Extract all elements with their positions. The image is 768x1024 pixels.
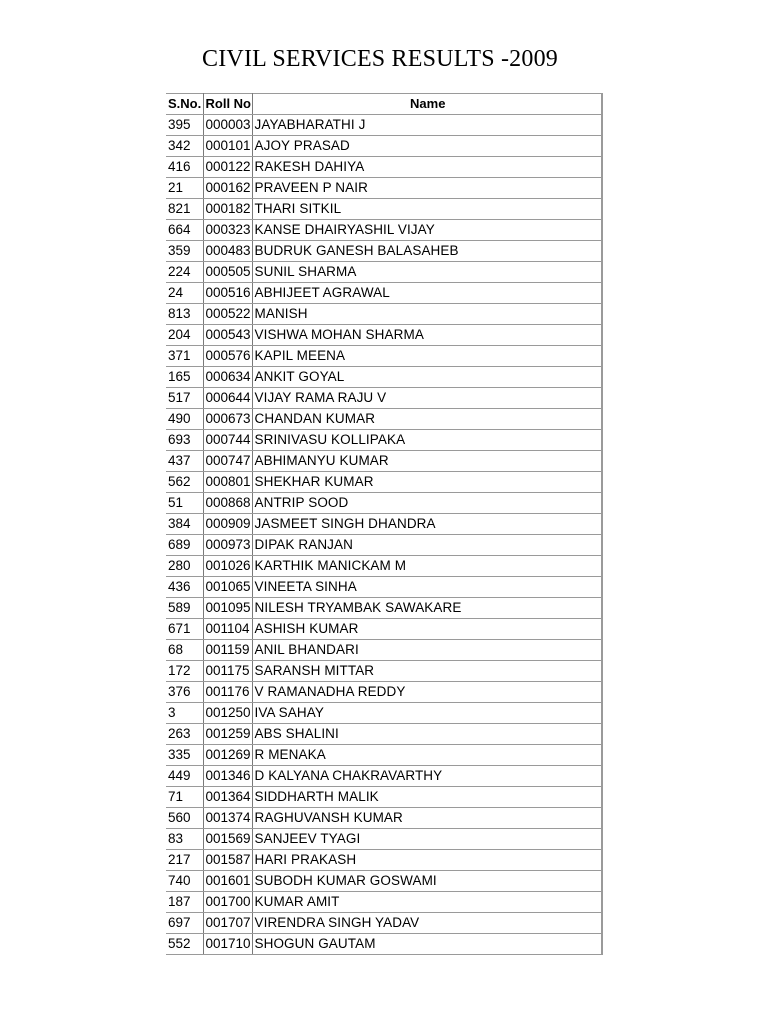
table-row <box>166 682 602 703</box>
name-cell: VINEETA SINHA <box>252 577 602 598</box>
table-row <box>166 157 602 178</box>
table-row <box>166 283 602 304</box>
roll-no-cell: 000973 <box>203 535 252 556</box>
table-row <box>166 472 602 493</box>
roll-no-cell: 000162 <box>203 178 252 199</box>
name-cell: IVA SAHAY <box>252 703 602 724</box>
name-cell: NILESH TRYAMBAK SAWAKARE <box>252 598 602 619</box>
name-cell: SHEKHAR KUMAR <box>252 472 602 493</box>
sno-cell: 83 <box>166 829 203 850</box>
sno-cell: 224 <box>166 262 203 283</box>
sno-cell: 693 <box>166 430 203 451</box>
name-cell: DIPAK RANJAN <box>252 535 602 556</box>
table-row <box>166 178 602 199</box>
name-cell: ANTRIP SOOD <box>252 493 602 514</box>
name-cell: VISHWA MOHAN SHARMA <box>252 325 602 346</box>
name-cell: D KALYANA CHAKRAVARTHY <box>252 766 602 787</box>
name-cell: RAKESH DAHIYA <box>252 157 602 178</box>
roll-no-cell: 000182 <box>203 199 252 220</box>
sno-cell: 740 <box>166 871 203 892</box>
table-row <box>166 430 602 451</box>
sno-cell: 449 <box>166 766 203 787</box>
roll-no-cell: 001095 <box>203 598 252 619</box>
table-row <box>166 640 602 661</box>
roll-no-cell: 000673 <box>203 409 252 430</box>
name-column-header: Name <box>252 94 602 115</box>
roll-no-cell: 001700 <box>203 892 252 913</box>
name-cell: KARTHIK MANICKAM M <box>252 556 602 577</box>
sno-cell: 376 <box>166 682 203 703</box>
roll-no-cell: 001601 <box>203 871 252 892</box>
sno-cell: 172 <box>166 661 203 682</box>
sno-cell: 589 <box>166 598 203 619</box>
sno-cell: 68 <box>166 640 203 661</box>
name-cell: ABHIJEET AGRAWAL <box>252 283 602 304</box>
roll-no-cell: 000747 <box>203 451 252 472</box>
sno-cell: 187 <box>166 892 203 913</box>
name-cell: KUMAR AMIT <box>252 892 602 913</box>
roll-no-cell: 001026 <box>203 556 252 577</box>
table-row <box>166 346 602 367</box>
table-row <box>166 745 602 766</box>
name-cell: ASHISH KUMAR <box>252 619 602 640</box>
name-cell: SUBODH KUMAR GOSWAMI <box>252 871 602 892</box>
table-row <box>166 220 602 241</box>
table-row <box>166 304 602 325</box>
table-row <box>166 934 602 955</box>
table-row <box>166 409 602 430</box>
name-cell: RAGHUVANSH KUMAR <box>252 808 602 829</box>
table-row <box>166 829 602 850</box>
name-cell: ABHIMANYU KUMAR <box>252 451 602 472</box>
name-cell: V RAMANADHA REDDY <box>252 682 602 703</box>
table-header <box>166 94 602 115</box>
sno-cell: 335 <box>166 745 203 766</box>
name-cell: R MENAKA <box>252 745 602 766</box>
sno-cell: 3 <box>166 703 203 724</box>
roll-no-cell: 001346 <box>203 766 252 787</box>
sno-cell: 552 <box>166 934 203 955</box>
table-row <box>166 514 602 535</box>
page-title: CIVIL SERVICES RESULTS -2009 <box>202 46 558 72</box>
roll-no-cell: 000576 <box>203 346 252 367</box>
sno-cell: 821 <box>166 199 203 220</box>
name-cell: ANKIT GOYAL <box>252 367 602 388</box>
table-row <box>166 325 602 346</box>
name-cell: VIJAY RAMA RAJU V <box>252 388 602 409</box>
roll-no-cell: 001175 <box>203 661 252 682</box>
table-row <box>166 850 602 871</box>
roll-no-cell: 000516 <box>203 283 252 304</box>
sno-cell: 384 <box>166 514 203 535</box>
table-row <box>166 619 602 640</box>
name-cell: MANISH <box>252 304 602 325</box>
roll-no-cell: 000483 <box>203 241 252 262</box>
sno-cell: 263 <box>166 724 203 745</box>
sno-cell: 24 <box>166 283 203 304</box>
table-row <box>166 724 602 745</box>
name-cell: ANIL BHANDARI <box>252 640 602 661</box>
roll-no-cell: 000522 <box>203 304 252 325</box>
roll-no-cell: 000744 <box>203 430 252 451</box>
sno-cell: 697 <box>166 913 203 934</box>
results-table <box>166 93 603 955</box>
name-cell: HARI PRAKASH <box>252 850 602 871</box>
table-row <box>166 493 602 514</box>
table-row <box>166 703 602 724</box>
name-cell: SRINIVASU KOLLIPAKA <box>252 430 602 451</box>
roll-no-cell: 001364 <box>203 787 252 808</box>
sno-column-header: S.No. <box>166 94 203 115</box>
table-row <box>166 367 602 388</box>
name-cell: SUNIL SHARMA <box>252 262 602 283</box>
name-cell: SIDDHARTH MALIK <box>252 787 602 808</box>
name-cell: CHANDAN KUMAR <box>252 409 602 430</box>
name-cell: PRAVEEN P NAIR <box>252 178 602 199</box>
sno-cell: 562 <box>166 472 203 493</box>
roll-no-cell: 001587 <box>203 850 252 871</box>
name-cell: SHOGUN GAUTAM <box>252 934 602 955</box>
roll-no-cell: 001259 <box>203 724 252 745</box>
table-row <box>166 892 602 913</box>
sno-cell: 437 <box>166 451 203 472</box>
sno-cell: 165 <box>166 367 203 388</box>
roll-no-cell: 000909 <box>203 514 252 535</box>
roll-no-cell: 001710 <box>203 934 252 955</box>
sno-cell: 204 <box>166 325 203 346</box>
roll-no-cell: 000801 <box>203 472 252 493</box>
table-row <box>166 556 602 577</box>
name-cell: AJOY PRASAD <box>252 136 602 157</box>
sno-cell: 21 <box>166 178 203 199</box>
sno-cell: 671 <box>166 619 203 640</box>
sno-cell: 71 <box>166 787 203 808</box>
roll-no-cell: 000634 <box>203 367 252 388</box>
roll-no-cell: 000003 <box>203 115 252 136</box>
sno-cell: 689 <box>166 535 203 556</box>
sno-cell: 416 <box>166 157 203 178</box>
table-row <box>166 262 602 283</box>
table-row <box>166 808 602 829</box>
table-row <box>166 388 602 409</box>
sno-cell: 280 <box>166 556 203 577</box>
roll-no-cell: 000323 <box>203 220 252 241</box>
sno-cell: 664 <box>166 220 203 241</box>
name-cell: BUDRUK GANESH BALASAHEB <box>252 241 602 262</box>
roll-no-cell: 000101 <box>203 136 252 157</box>
roll-no-cell: 001250 <box>203 703 252 724</box>
roll-no-cell: 000543 <box>203 325 252 346</box>
sno-cell: 371 <box>166 346 203 367</box>
name-cell: VIRENDRA SINGH YADAV <box>252 913 602 934</box>
roll-no-cell: 001707 <box>203 913 252 934</box>
roll-no-cell: 001569 <box>203 829 252 850</box>
table-row <box>166 199 602 220</box>
roll-no-cell: 001104 <box>203 619 252 640</box>
roll-no-cell: 001065 <box>203 577 252 598</box>
name-cell: SARANSH MITTAR <box>252 661 602 682</box>
table-row <box>166 577 602 598</box>
roll-no-cell: 001269 <box>203 745 252 766</box>
sno-cell: 359 <box>166 241 203 262</box>
name-cell: THARI SITKIL <box>252 199 602 220</box>
table-row <box>166 766 602 787</box>
table-row <box>166 115 602 136</box>
roll-no-cell: 000122 <box>203 157 252 178</box>
sno-cell: 560 <box>166 808 203 829</box>
header-row <box>166 94 602 115</box>
name-cell: JAYABHARATHI J <box>252 115 602 136</box>
roll-no-cell: 001374 <box>203 808 252 829</box>
sno-cell: 217 <box>166 850 203 871</box>
roll-no-cell: 000505 <box>203 262 252 283</box>
sno-cell: 395 <box>166 115 203 136</box>
table-row <box>166 871 602 892</box>
table-row <box>166 451 602 472</box>
name-cell: ABS SHALINI <box>252 724 602 745</box>
table-body <box>166 115 602 955</box>
roll-column-header: Roll No <box>203 94 252 115</box>
roll-no-cell: 001159 <box>203 640 252 661</box>
sno-cell: 342 <box>166 136 203 157</box>
sno-cell: 490 <box>166 409 203 430</box>
name-cell: KANSE DHAIRYASHIL VIJAY <box>252 220 602 241</box>
sno-cell: 517 <box>166 388 203 409</box>
table-row <box>166 661 602 682</box>
name-cell: JASMEET SINGH DHANDRA <box>252 514 602 535</box>
roll-no-cell: 000644 <box>203 388 252 409</box>
table-row <box>166 241 602 262</box>
table-row <box>166 913 602 934</box>
sno-cell: 813 <box>166 304 203 325</box>
table-row <box>166 535 602 556</box>
table-row <box>166 787 602 808</box>
name-cell: SANJEEV TYAGI <box>252 829 602 850</box>
table-row <box>166 136 602 157</box>
sno-cell: 436 <box>166 577 203 598</box>
name-cell: KAPIL MEENA <box>252 346 602 367</box>
sno-cell: 51 <box>166 493 203 514</box>
roll-no-cell: 001176 <box>203 682 252 703</box>
roll-no-cell: 000868 <box>203 493 252 514</box>
table-row <box>166 598 602 619</box>
